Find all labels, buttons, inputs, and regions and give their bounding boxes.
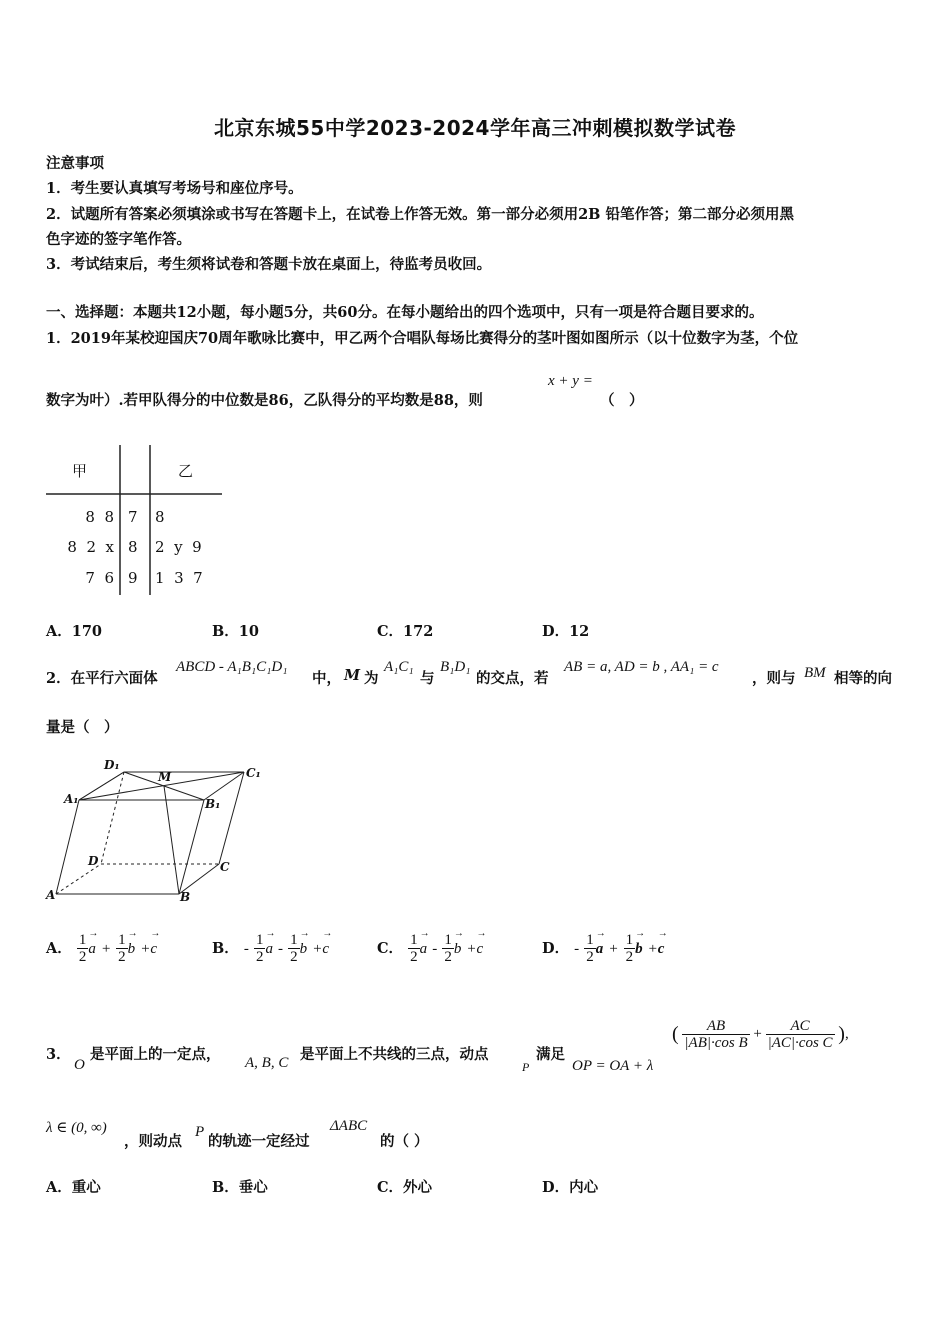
q1-line2: 数字为叶）.若甲队得分的中位数是86，乙队得分的平均数是88，则 <box>46 392 483 409</box>
notice-item-2: 2．试题所有答案必须填涂或书写在答题卡上，在试卷上作答无效。第一部分必须用2B 铅笔作答；第二部分必须用黑 <box>46 206 794 223</box>
notice-item-1: 1．考生要认真填写考场号和座位序号。 <box>46 180 303 197</box>
fig-label-d1: D₁ <box>104 758 120 772</box>
q2-option-c-half-2: $\frac{1}{2}$ <box>444 932 452 965</box>
q2-point-m: M <box>344 667 361 684</box>
q3-number: 3． <box>46 1046 71 1063</box>
q2-segment-2: B₁D₁ <box>440 659 471 675</box>
fig-label-m: M <box>158 770 172 784</box>
q2-option-a-label: A． <box>46 940 72 957</box>
q3-point-p: P <box>522 1060 530 1074</box>
notice-item-2-cont: 色字迹的签字笔作答。 <box>46 231 191 248</box>
q3-point-o: O <box>74 1057 85 1073</box>
q2-option-c-op2: + <box>466 941 477 957</box>
q2-option-c-label: C． <box>377 940 404 957</box>
stem-leaf-stem-row1: 7 <box>128 508 138 526</box>
q2-option-d-half-1: $\frac{1}{2}$ <box>586 932 594 965</box>
q2-prefix: 2．在平行六面体 <box>46 670 158 687</box>
fig-label-d: D <box>88 854 99 868</box>
q2-option-b[interactable]: B． - $\frac{1}{2}$ → a - $\frac{1}{2}$ → b +→ c <box>212 932 329 965</box>
notice-heading: 注意事项 <box>46 155 104 172</box>
q2-option-a-half-2: $\frac{1}{2}$ <box>118 932 126 965</box>
stem-leaf-left-header: 甲 <box>72 462 88 480</box>
q1-option-c[interactable]: C．172 <box>377 623 434 640</box>
q1-option-d[interactable]: D．12 <box>542 623 590 640</box>
stem-leaf-left-row2: 8 2 x <box>67 538 114 556</box>
q2-option-b-half-1: $\frac{1}{2}$ <box>255 932 264 965</box>
q2-option-a[interactable]: A． $\frac{1}{2}$ → a + $\frac{1}{2}$ → b +→ c <box>46 932 157 965</box>
q3-text-3: 满足 <box>536 1046 565 1063</box>
q3-option-a[interactable]: A．重心 <box>46 1179 101 1196</box>
q2-option-b-op1: - <box>278 941 284 957</box>
q3-text-2: 是平面上不共线的三点，动点 <box>300 1046 489 1063</box>
q2-line2: 量是（ ） <box>46 719 119 736</box>
q2-text-end: 相等的向 <box>834 670 892 687</box>
q2-option-b-sign: - <box>243 941 249 957</box>
q2-option-d[interactable]: D． - $\frac{1}{2}$ → a + $\frac{1}{2}$ → b +→ c <box>542 932 664 965</box>
q2-option-d-label: D． <box>542 940 570 957</box>
q2-text-mid1: 中， <box>312 670 341 687</box>
q3-triangle: ΔABC <box>330 1118 368 1134</box>
q3-fraction-2: $\frac{AC}{\text{|AC|·cos C}}$ <box>767 1018 833 1051</box>
section-heading: 一、选择题：本题共12小题，每小题5分，共60分。在每小题给出的四个选项中，只有一项是符合题目要求的。 <box>46 304 764 321</box>
q2-solid: ABCD - A₁B₁C₁D₁ <box>176 659 288 675</box>
q2-vector-bm: BM <box>804 665 826 681</box>
q1-line1: 1．2019年某校迎国庆70周年歌咏比赛中，甲乙两个合唱队每场比赛得分的茎叶图如图所示（以十位数字为茎，个位 <box>46 330 799 347</box>
stem-leaf-left-row3: 7 6 <box>85 569 114 587</box>
notice-item-3: 3．考试结束后，考生须将试卷和答题卡放在桌面上，待监考员收回。 <box>46 256 492 273</box>
q3-points: A, B, C <box>245 1055 289 1071</box>
q2-text-mid2: 为 <box>364 670 379 687</box>
q3-text-1: 是平面上的一定点， <box>90 1046 221 1063</box>
stem-leaf-stem-row3: 9 <box>128 569 138 587</box>
q3-equation: OP = OA + λ <box>572 1058 654 1074</box>
q2-option-d-op2: + <box>647 941 658 957</box>
q2-option-b-half-2: $\frac{1}{2}$ <box>290 932 298 965</box>
fig-label-c1: C₁ <box>246 766 261 780</box>
q2-option-a-half-1: $\frac{1}{2}$ <box>78 932 87 965</box>
q1-option-a[interactable]: A．170 <box>46 623 103 640</box>
page-title: 北京东城55中学2023-2024学年高三冲刺模拟数学试卷 <box>214 116 736 140</box>
q1-option-b[interactable]: B．10 <box>212 623 259 640</box>
q2-text-mid4: 的交点，若 <box>476 670 549 687</box>
q2-option-c[interactable]: C． $\frac{1}{2}$ → a - $\frac{1}{2}$ → b +→ c <box>377 932 483 965</box>
q3-lambda-range: λ ∈ (0, ∞) <box>46 1120 107 1136</box>
q2-option-d-sign: - <box>574 941 580 957</box>
stem-leaf-right-header: 乙 <box>178 462 194 480</box>
q2-text-mid5: ，则与 <box>752 670 796 687</box>
q3-line2-text-1: ，则动点 <box>124 1133 182 1150</box>
stem-leaf-stem-row2: 8 <box>128 538 138 556</box>
q2-text-mid3: 与 <box>420 670 435 687</box>
q2-option-c-op1: - <box>432 941 438 957</box>
q3-bracket-expression: ( $\frac{AB}{\text{|AB|·cos B}}$ + $\frac{AC}{\text{|AC|·cos C}}$ ), <box>672 1018 849 1051</box>
stem-leaf-right-row1: 8 <box>155 508 165 526</box>
q2-option-b-op2: + <box>312 941 323 957</box>
fig-label-a1: A₁ <box>64 792 79 806</box>
stem-leaf-right-row3: 1 3 7 <box>155 569 203 587</box>
q2-option-d-half-2: $\frac{1}{2}$ <box>625 932 634 965</box>
q3-option-c[interactable]: C．外心 <box>377 1179 433 1196</box>
stem-leaf-right-row2: 2 y 9 <box>155 538 202 556</box>
fig-label-b: B <box>180 890 191 904</box>
fig-label-b1: B₁ <box>205 797 221 811</box>
q2-option-a-op2: + <box>140 941 151 957</box>
q2-option-a-op1: + <box>100 941 112 957</box>
q2-option-b-label: B． <box>212 940 239 957</box>
q3-line2-text-2: 的轨迹一定经过 <box>208 1133 310 1150</box>
q3-option-b[interactable]: B．垂心 <box>212 1179 268 1196</box>
q1-expression: x + y = <box>548 373 593 389</box>
fig-label-c: C <box>220 860 230 874</box>
q1-blank: （ ） <box>600 392 644 409</box>
stem-leaf-left-row1: 8 8 <box>85 508 114 526</box>
q3-line2-text-3: 的（ ） <box>380 1133 429 1150</box>
q2-segment-1: A₁C₁ <box>384 659 414 675</box>
q2-option-c-half-1: $\frac{1}{2}$ <box>410 932 418 965</box>
q2-option-d-op1: + <box>608 941 619 957</box>
fig-label-a: A <box>46 888 56 902</box>
q2-condition: AB = a, AD = b , AA₁ = c <box>564 659 719 675</box>
q3-line2-point-p: P <box>195 1124 205 1140</box>
q3-fraction-1: $\frac{AB}{\text{|AB|·cos B}}$ <box>684 1018 748 1051</box>
q3-option-d[interactable]: D．内心 <box>542 1179 599 1196</box>
